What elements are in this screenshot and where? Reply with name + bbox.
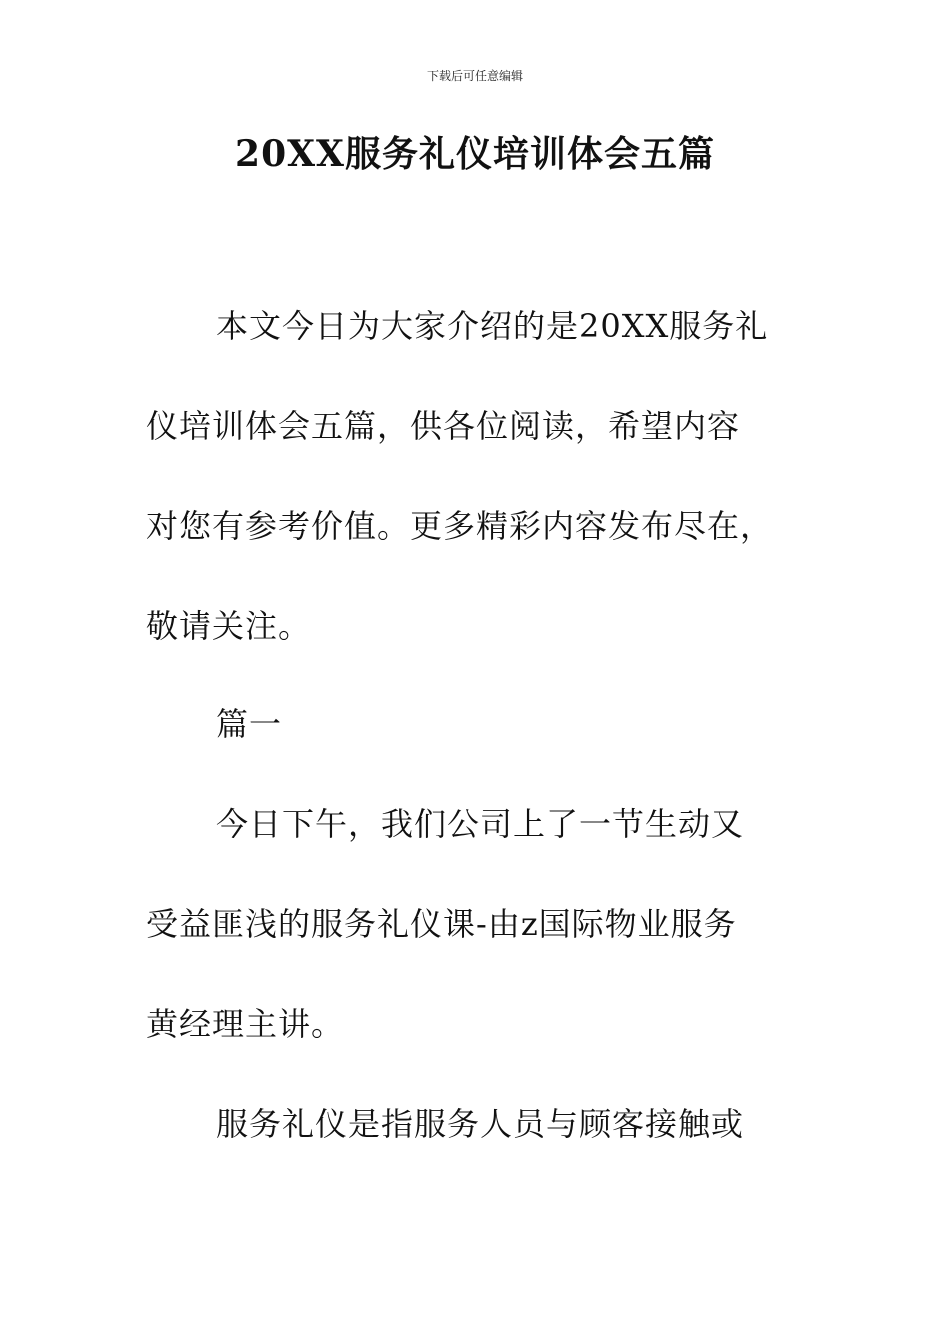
paragraph-1-line-2: 受益匪浅的服务礼仪课-由z国际物业服务	[146, 905, 737, 943]
paragraph-2-line-1: 服务礼仪是指服务人员与顾客接触或	[216, 1105, 745, 1143]
paragraph-intro-line-3: 对您有参考价值。更多精彩内容发布尽在，	[146, 507, 774, 545]
paragraph-intro-line-4: 敬请关注。	[146, 607, 312, 645]
paragraph-1-line-3: 黄经理主讲。	[146, 1005, 345, 1043]
paragraph-intro-line-1: 本文今日为大家介绍的是20XX服务礼	[216, 307, 769, 345]
document-title: 20XX服务礼仪培训体会五篇	[235, 133, 715, 175]
page-header-note: 下载后可任意编辑	[426, 69, 523, 83]
section-heading-one: 篇一	[216, 705, 283, 743]
paragraph-1-line-1: 今日下午，我们公司上了一节生动又	[216, 805, 745, 843]
paragraph-intro-line-2: 仪培训体会五篇，供各位阅读，希望内容	[146, 407, 741, 445]
